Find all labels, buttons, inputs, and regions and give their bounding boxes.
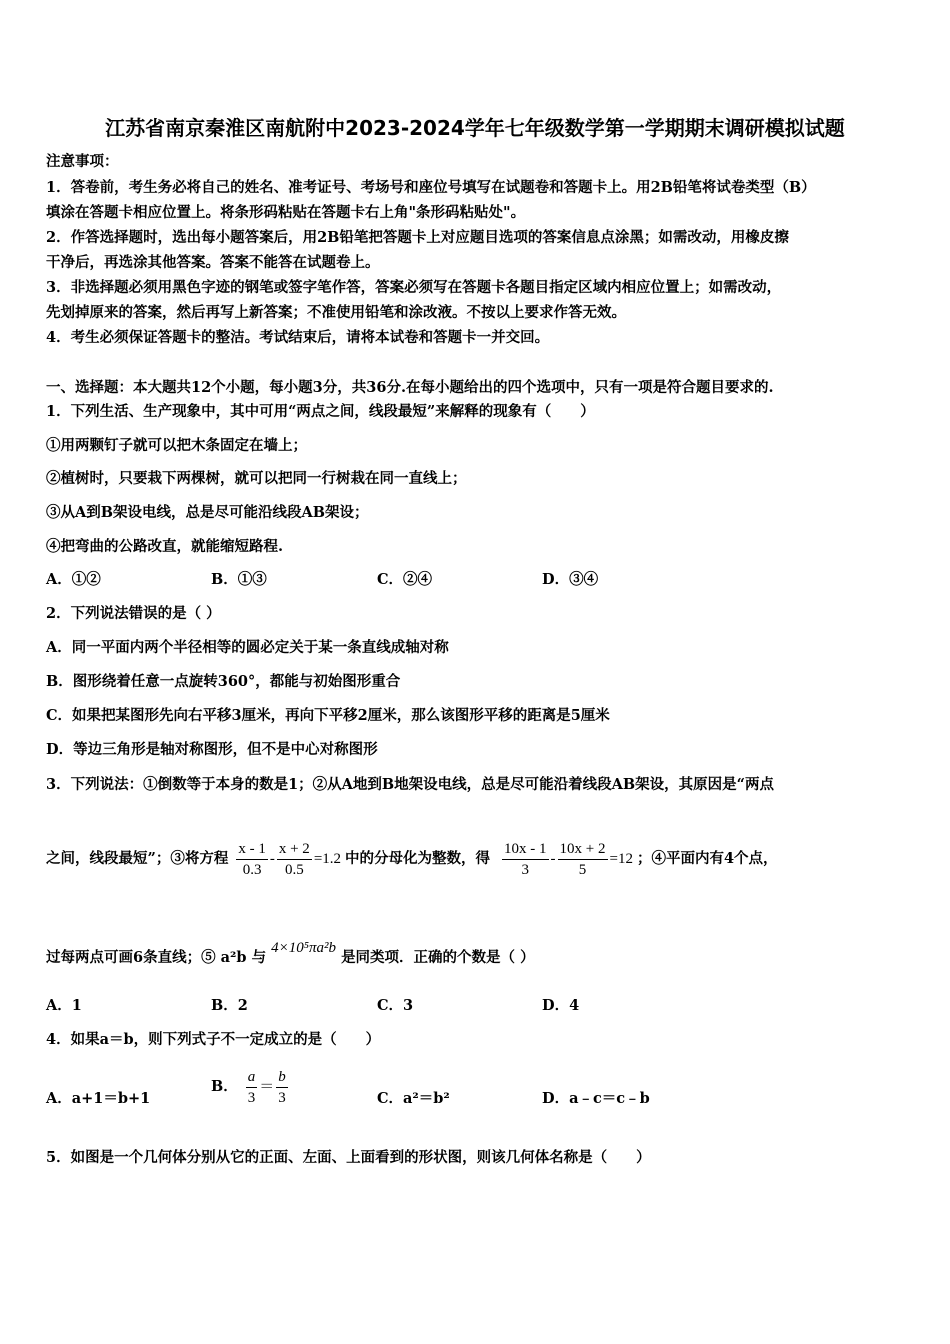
option-a: A．a+1＝b+1	[46, 1090, 151, 1107]
option-d: D．4	[542, 997, 580, 1014]
question-3-line2	[46, 835, 778, 883]
fraction	[558, 840, 608, 879]
numerator: x - 1	[236, 840, 268, 860]
option-b: B．图形绕着任意一点旋转360°，都能与初始图形重合	[46, 673, 401, 690]
notice-line: 干净后，再选涂其他答案。答案不能答在试题卷上。	[46, 254, 380, 271]
question-1-item: ③从A到B架设电线，总是尽可能沿线段AB架设；	[46, 504, 369, 521]
denominator: 3	[521, 861, 530, 878]
option-a: A．1	[46, 997, 82, 1014]
question-3-text: 之间，线段最短”；③将方程	[46, 850, 229, 867]
numerator: 10x - 1	[502, 840, 549, 860]
question-3-text: ；④平面内有4个点，	[636, 850, 778, 867]
numerator: a	[246, 1068, 258, 1088]
fraction	[246, 1068, 258, 1107]
notice-line: 4．考生必须保证答题卡的整洁。考试结束后，请将本试卷和答题卡一并交回。	[46, 329, 550, 346]
numerator: 10x + 2	[558, 840, 608, 860]
denominator: 3	[247, 1089, 256, 1106]
equation-rhs: =12	[609, 851, 633, 867]
question-3-line3	[46, 940, 535, 968]
question-3-line1: 3．下列说法：①倒数等于本身的数是1；②从A地到B地架设电线，总是尽可能沿着线段AB架设，其原因是“两点	[46, 776, 775, 793]
option-label: B．	[211, 1078, 238, 1095]
notice-line: 填涂在答题卡相应位置上。将条形码粘贴在答题卡右上角"条形码粘贴处"。	[46, 204, 526, 221]
fraction	[277, 840, 312, 879]
page-title: 江苏省南京秦淮区南航附中2023-2024学年七年级数学第一学期期末调研模拟试题	[105, 116, 845, 140]
question-4-stem: 4．如果a＝b，则下列式子不一定成立的是（ ）	[46, 1031, 381, 1048]
question-1-stem: 1．下列生活、生产现象中，其中可用“两点之间，线段最短”来解释的现象有（ ）	[46, 403, 595, 420]
equation-rhs: =1.2	[313, 851, 342, 867]
fraction	[236, 840, 268, 879]
question-3-text: 是同类项．正确的个数是（ ）	[341, 949, 535, 966]
option-a: A．①②	[46, 571, 101, 588]
option-c: C．如果把某图形先向右平移3厘米，再向下平移2厘米，那么该图形平移的距离是5厘米	[46, 707, 610, 724]
notice-line: 2．作答选择题时，选出每小题答案后，用2B铅笔把答题卡上对应题目选项的答案信息点涂黑；如需改动，用橡皮擦	[46, 229, 789, 246]
denominator: 0.5	[284, 861, 304, 878]
option-c: C．a²＝b²	[377, 1090, 450, 1107]
question-5-stem: 5．如图是一个几何体分别从它的正面、左面、上面看到的形状图，则该几何体名称是（ ）	[46, 1149, 651, 1166]
question-3-text: 中的分母化为整数，得	[345, 850, 491, 867]
fraction	[276, 1068, 288, 1107]
notice-line: 3．非选择题必须用黑色字迹的钢笔或签字笔作答，答案必须写在答题卡各题目指定区域内相应位置上；如需改动，	[46, 279, 782, 296]
option-d: D．③④	[542, 571, 599, 588]
numerator: x + 2	[277, 840, 312, 860]
denominator: 3	[278, 1089, 286, 1106]
option-c: C．3	[377, 997, 414, 1014]
option-d: D．a﹣c＝c﹣b	[542, 1090, 650, 1107]
question-1-item: ①用两颗钉子就可以把木条固定在墙上；	[46, 437, 307, 454]
monomial: 4×10⁵πa²b	[271, 940, 336, 956]
option-a: A．同一平面内两个半径相等的圆必定关于某一条直线成轴对称	[46, 639, 449, 656]
operator: -	[550, 851, 556, 867]
notice-heading: 注意事项：	[46, 153, 119, 170]
question-1-item: ②植树时，只要栽下两棵树，就可以把同一行树栽在同一直线上；	[46, 470, 467, 487]
question-2-stem: 2．下列说法错误的是（ ）	[46, 605, 221, 622]
denominator: 0.3	[242, 861, 262, 878]
operator: -	[269, 851, 275, 867]
option-d: D．等边三角形是轴对称图形，但不是中心对称图形	[46, 741, 378, 758]
fraction	[502, 840, 549, 879]
option-b: B．2	[211, 997, 248, 1014]
question-3-text: 过每两点可画6条直线；⑤ a²b 与	[46, 949, 267, 966]
numerator: b	[276, 1068, 288, 1088]
notice-line: 先划掉原来的答案，然后再写上新答案；不准使用铅笔和涂改液。不按以上要求作答无效。	[46, 304, 626, 321]
question-1-item: ④把弯曲的公路改直，就能缩短路程.	[46, 538, 284, 555]
denominator: 5	[578, 861, 587, 878]
equals-sign: ＝	[259, 1079, 275, 1095]
notice-line: 1．答卷前，考生务必将自己的姓名、准考证号、考场号和座位号填写在试题卷和答题卡上。用2B铅笔将试卷类型（B）	[46, 179, 816, 196]
section-heading: 一、选择题：本大题共12个小题，每小题3分，共36分.在每小题给出的四个选项中，只有一项是符合题目要求的.	[46, 379, 774, 396]
option-b: B．①③	[211, 571, 267, 588]
option-c: C．②④	[377, 571, 433, 588]
option-b	[211, 1063, 290, 1111]
